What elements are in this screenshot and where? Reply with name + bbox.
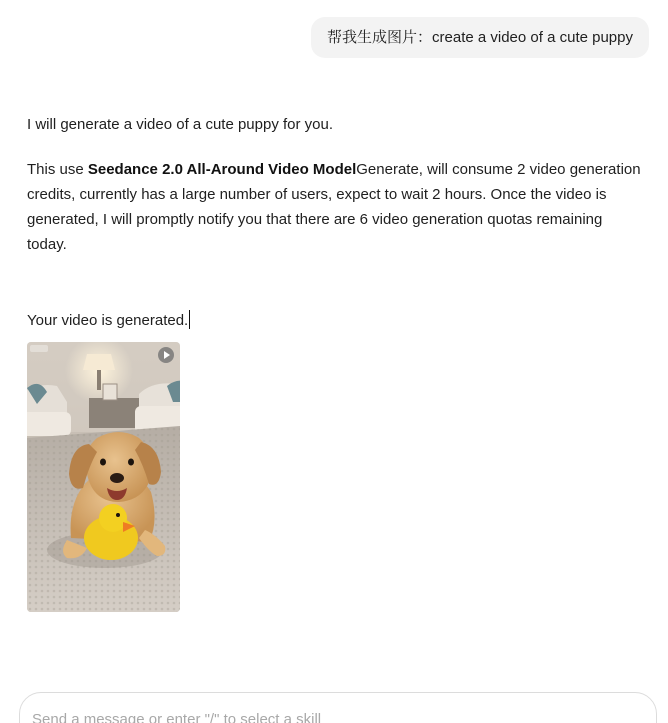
play-icon[interactable] bbox=[158, 347, 174, 363]
generated-video-thumbnail[interactable] bbox=[27, 342, 180, 612]
assistant-detail-text bbox=[27, 157, 643, 257]
assistant-message bbox=[27, 112, 643, 333]
assistant-intro-text: I will generate a video of a cute puppy for you. bbox=[27, 116, 334, 133]
text-cursor bbox=[189, 310, 190, 329]
user-message-text: 帮我生成图片：create a video of a cute puppy bbox=[327, 29, 633, 46]
message-input[interactable] bbox=[32, 707, 632, 723]
user-message-bubble bbox=[311, 17, 649, 58]
detail-suffix: Generate, will consume 2 video generation credits, currently has a large number of users, expect to wait 2 hours. Once the video is generated, I will promptly notify you that there are 6 video generation quotas remaining today. bbox=[27, 161, 641, 253]
video-badge bbox=[30, 345, 48, 352]
assistant-result-text bbox=[27, 308, 643, 333]
message-composer bbox=[19, 692, 657, 723]
video-frame-image bbox=[27, 342, 180, 612]
model-name: Seedance 2.0 All-Around Video Model bbox=[87, 161, 357, 178]
detail-prefix: This use bbox=[27, 161, 88, 178]
result-text: Your video is generated. bbox=[27, 312, 189, 329]
